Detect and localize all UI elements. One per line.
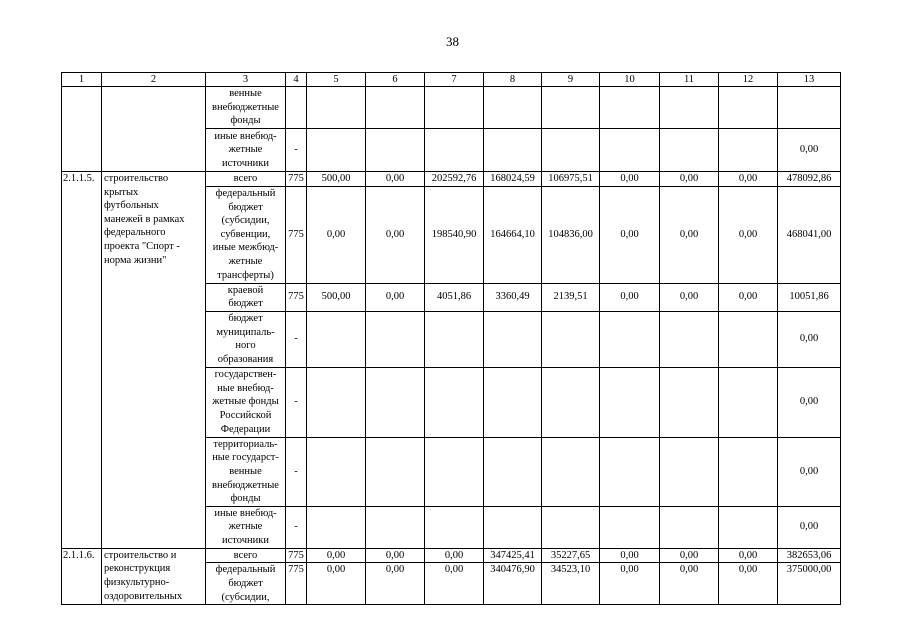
table-row (62, 87, 841, 129)
data-cell (660, 506, 719, 548)
data-cell: - (286, 311, 307, 367)
data-cell (600, 129, 660, 172)
data-cell (307, 311, 366, 367)
data-cell (425, 367, 484, 437)
data-cell: 0,00 (778, 367, 841, 437)
data-cell: 0,00 (778, 506, 841, 548)
data-cell: 0,00 (600, 563, 660, 605)
data-cell (307, 506, 366, 548)
data-cell: 168024,59 (484, 172, 542, 187)
data-cell: 0,00 (307, 186, 366, 283)
data-cell (307, 367, 366, 437)
data-cell: - (286, 437, 307, 506)
funding-source-cell: иные внебюд- жетные источники (206, 506, 286, 548)
data-cell (660, 437, 719, 506)
data-cell (600, 87, 660, 129)
header-cell: 7 (425, 73, 484, 87)
data-cell: 0,00 (719, 563, 778, 605)
data-cell: 0,00 (600, 548, 660, 563)
data-cell: 0,00 (660, 172, 719, 187)
data-cell (307, 87, 366, 129)
funding-source-cell: государствен- ные внебюд- жетные фонды Российской Федерации (206, 367, 286, 437)
funding-source-cell: краевой бюджет (206, 283, 286, 311)
data-cell (600, 311, 660, 367)
data-cell (719, 506, 778, 548)
data-cell: 0,00 (425, 548, 484, 563)
data-cell: 198540,90 (425, 186, 484, 283)
data-cell (719, 437, 778, 506)
item-code-cell: 2.1.1.5. (62, 172, 102, 549)
data-cell (484, 367, 542, 437)
item-name-cell: строительство крытых футбольных манежей в рамках федерального проекта "Спорт - норма жизни" (102, 172, 206, 549)
data-cell (425, 129, 484, 172)
header-cell: 11 (660, 73, 719, 87)
data-cell (542, 506, 600, 548)
header-cell: 5 (307, 73, 366, 87)
data-cell (542, 367, 600, 437)
data-cell (719, 311, 778, 367)
funding-source-cell: бюджет муниципаль- ного образования (206, 311, 286, 367)
data-cell (366, 129, 425, 172)
data-cell: 775 (286, 283, 307, 311)
header-cell: 2 (102, 73, 206, 87)
header-cell: 12 (719, 73, 778, 87)
header-cell: 6 (366, 73, 425, 87)
header-cell: 4 (286, 73, 307, 87)
data-cell: 2139,51 (542, 283, 600, 311)
data-cell: - (286, 129, 307, 172)
data-cell: 0,00 (719, 548, 778, 563)
table-row (62, 172, 841, 187)
data-cell (425, 87, 484, 129)
data-cell (484, 87, 542, 129)
data-cell: 775 (286, 186, 307, 283)
data-cell (542, 437, 600, 506)
data-cell (719, 129, 778, 172)
funding-source-cell: иные внебюд- жетные источники (206, 129, 286, 172)
data-cell (778, 87, 841, 129)
data-cell (660, 311, 719, 367)
funding-source-cell: территориаль- ные государст- венные внебюджетные фонды (206, 437, 286, 506)
data-cell (600, 506, 660, 548)
data-cell: 34523,10 (542, 563, 600, 605)
data-cell: 468041,00 (778, 186, 841, 283)
header-cell: 13 (778, 73, 841, 87)
funding-source-cell: федеральный бюджет (субсидии, (206, 563, 286, 605)
data-cell: 0,00 (307, 548, 366, 563)
data-cell (366, 87, 425, 129)
data-cell (660, 129, 719, 172)
data-cell (719, 87, 778, 129)
data-cell: 500,00 (307, 172, 366, 187)
data-cell (484, 311, 542, 367)
data-cell (484, 506, 542, 548)
data-cell (307, 129, 366, 172)
data-cell: 164664,10 (484, 186, 542, 283)
data-cell: 0,00 (660, 548, 719, 563)
data-cell: 0,00 (660, 186, 719, 283)
data-cell: 0,00 (660, 563, 719, 605)
data-cell (660, 367, 719, 437)
data-cell (366, 367, 425, 437)
data-cell (366, 437, 425, 506)
data-cell (542, 311, 600, 367)
data-cell: - (286, 506, 307, 548)
data-cell: 0,00 (600, 283, 660, 311)
data-cell (307, 437, 366, 506)
funding-source-cell: всего (206, 172, 286, 187)
header-cell: 1 (62, 73, 102, 87)
funding-source-cell: федеральный бюджет (субсидии, субвенции, иные межбюд- жетные трансферты) (206, 186, 286, 283)
data-cell: 775 (286, 563, 307, 605)
page-number: 38 (446, 34, 459, 49)
data-cell: 104836,00 (542, 186, 600, 283)
item-code-cell (62, 87, 102, 172)
data-cell: 0,00 (366, 283, 425, 311)
data-cell: 10051,86 (778, 283, 841, 311)
data-cell: 35227,65 (542, 548, 600, 563)
data-cell: 0,00 (600, 186, 660, 283)
header-cell: 10 (600, 73, 660, 87)
budget-table (61, 72, 841, 605)
data-cell: 347425,41 (484, 548, 542, 563)
data-cell (484, 437, 542, 506)
data-cell: 375000,00 (778, 563, 841, 605)
data-cell: 0,00 (778, 311, 841, 367)
data-cell (484, 129, 542, 172)
table-row (62, 548, 841, 563)
data-cell: 4051,86 (425, 283, 484, 311)
data-cell: 0,00 (778, 437, 841, 506)
data-cell (425, 437, 484, 506)
data-cell: 0,00 (660, 283, 719, 311)
data-cell: 106975,51 (542, 172, 600, 187)
data-cell: 0,00 (366, 172, 425, 187)
data-cell: 340476,90 (484, 563, 542, 605)
funding-source-cell: всего (206, 548, 286, 563)
data-cell: 0,00 (719, 172, 778, 187)
data-cell: 0,00 (719, 186, 778, 283)
header-cell: 3 (206, 73, 286, 87)
data-cell: 0,00 (778, 129, 841, 172)
data-cell: 0,00 (307, 563, 366, 605)
data-cell: 3360,49 (484, 283, 542, 311)
table-header-row (62, 73, 841, 87)
data-cell (286, 87, 307, 129)
header-cell: 9 (542, 73, 600, 87)
data-cell (425, 311, 484, 367)
data-cell (600, 367, 660, 437)
data-cell: 0,00 (719, 283, 778, 311)
data-cell: 202592,76 (425, 172, 484, 187)
data-cell (542, 87, 600, 129)
data-cell (366, 311, 425, 367)
data-cell (542, 129, 600, 172)
funding-source-cell: венные внебюджетные фонды (206, 87, 286, 129)
data-cell (366, 506, 425, 548)
data-cell (719, 367, 778, 437)
data-cell: 775 (286, 548, 307, 563)
data-cell: 500,00 (307, 283, 366, 311)
data-cell: 0,00 (425, 563, 484, 605)
data-cell: 0,00 (366, 186, 425, 283)
data-cell: 0,00 (366, 563, 425, 605)
data-cell (600, 437, 660, 506)
data-cell: 382653,06 (778, 548, 841, 563)
data-cell: 775 (286, 172, 307, 187)
item-name-cell (102, 87, 206, 172)
item-name-cell: строительство и реконструкция физкультурно- оздоровительных (102, 548, 206, 605)
data-cell (425, 506, 484, 548)
data-cell: - (286, 367, 307, 437)
data-cell (660, 87, 719, 129)
data-cell: 478092,86 (778, 172, 841, 187)
data-cell: 0,00 (366, 548, 425, 563)
data-cell: 0,00 (600, 172, 660, 187)
item-code-cell: 2.1.1.6. (62, 548, 102, 605)
header-cell: 8 (484, 73, 542, 87)
